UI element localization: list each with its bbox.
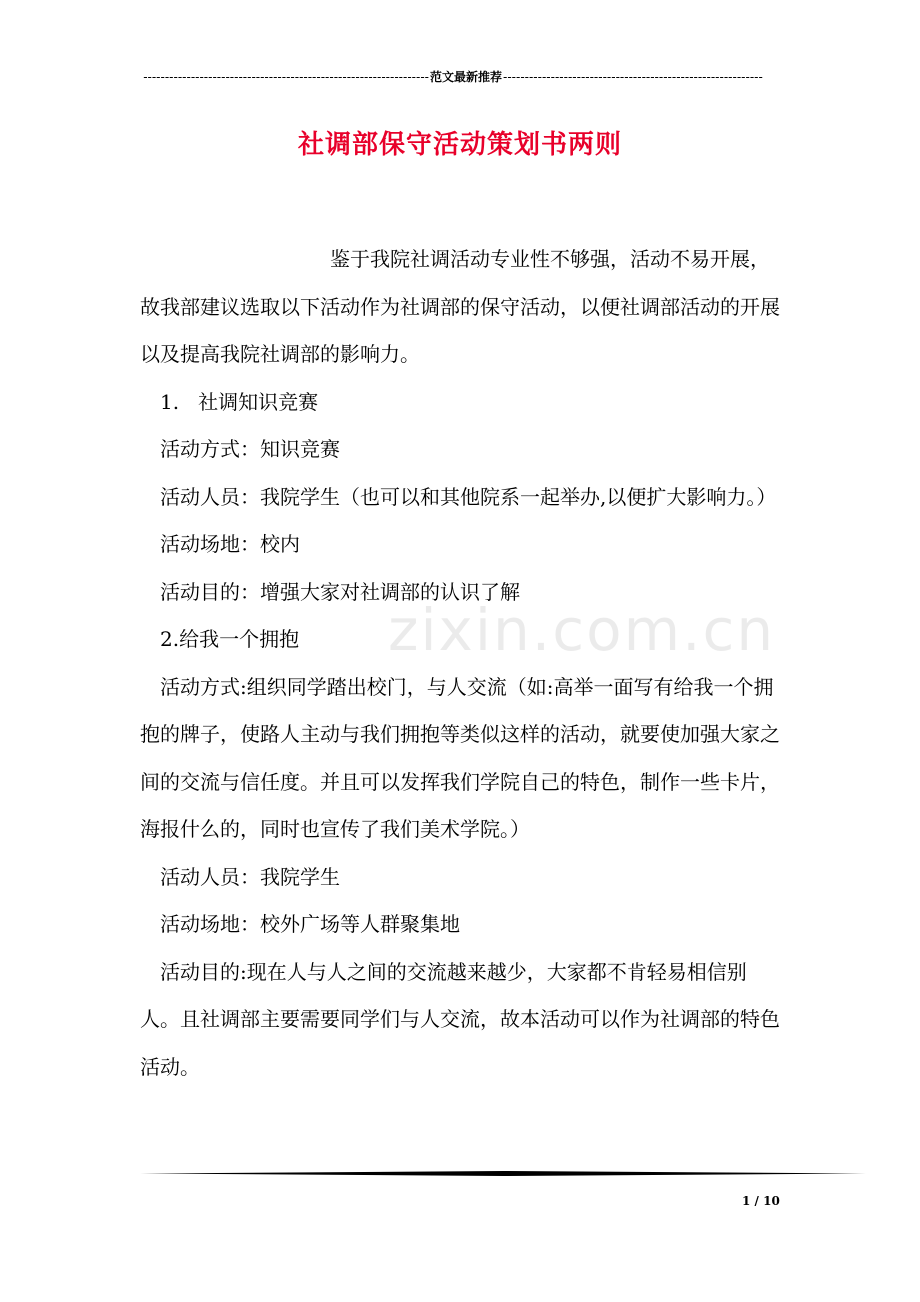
section1-purpose: 活动目的：增强大家对社调部的认识了解 xyxy=(160,579,520,604)
watermark: zixin.com.cn xyxy=(388,596,776,664)
section1-people: 活动人员：我院学生（也可以和其他院系一起举办,以便扩大影响力。） xyxy=(160,484,777,509)
section2-people: 活动人员：我院学生 xyxy=(160,864,340,889)
section1-venue: 活动场地：校内 xyxy=(160,532,300,556)
section2-method: 活动方式:组织同学踏出校门，与人交流（如:高举一面写有给我一个拥抱的牌子，使路人主动与我们拥抱等类似这样的活动，就要使加强大家之间的交流与信任度。并且可以发挥我们学院自己的特色，制作一些卡片，海报什么的，同时也宣传了我们美术学院。） xyxy=(140,674,780,841)
document-body xyxy=(140,236,786,1091)
section2-purpose: 活动目的:现在人与人之间的交流越来越少，大家都不肯轻易相信别人。且社调部主要需要同学们与人交流，故本活动可以作为社调部的特色活动。 xyxy=(140,959,780,1079)
intro-paragraph: 鉴于我院社调活动专业性不够强，活动不易开展，故我部建议选取以下活动作为社调部的保守活动，以便社调部活动的开展以及提高我院社调部的影响力。 xyxy=(140,247,780,366)
section2-venue: 活动场地：校外广场等人群聚集地 xyxy=(160,912,460,936)
document-title: 社调部保守活动策划书两则 xyxy=(297,130,622,160)
page-number: 1 / 10 xyxy=(742,1194,780,1208)
section1-heading: 1. 社调知识竞赛 xyxy=(160,389,319,414)
header-left-dashes: ------------------------------------------------------------------ xyxy=(143,70,429,84)
section2-heading: 2.给我一个拥抱 xyxy=(160,627,300,651)
header-label: 范文最新推荐 xyxy=(429,70,502,84)
header-right-dashes: ------------------------------------------------------------ xyxy=(503,70,763,84)
page-header xyxy=(140,68,766,85)
footer-rule xyxy=(140,1171,866,1176)
section1-method: 活动方式：知识竞赛 xyxy=(160,437,340,461)
